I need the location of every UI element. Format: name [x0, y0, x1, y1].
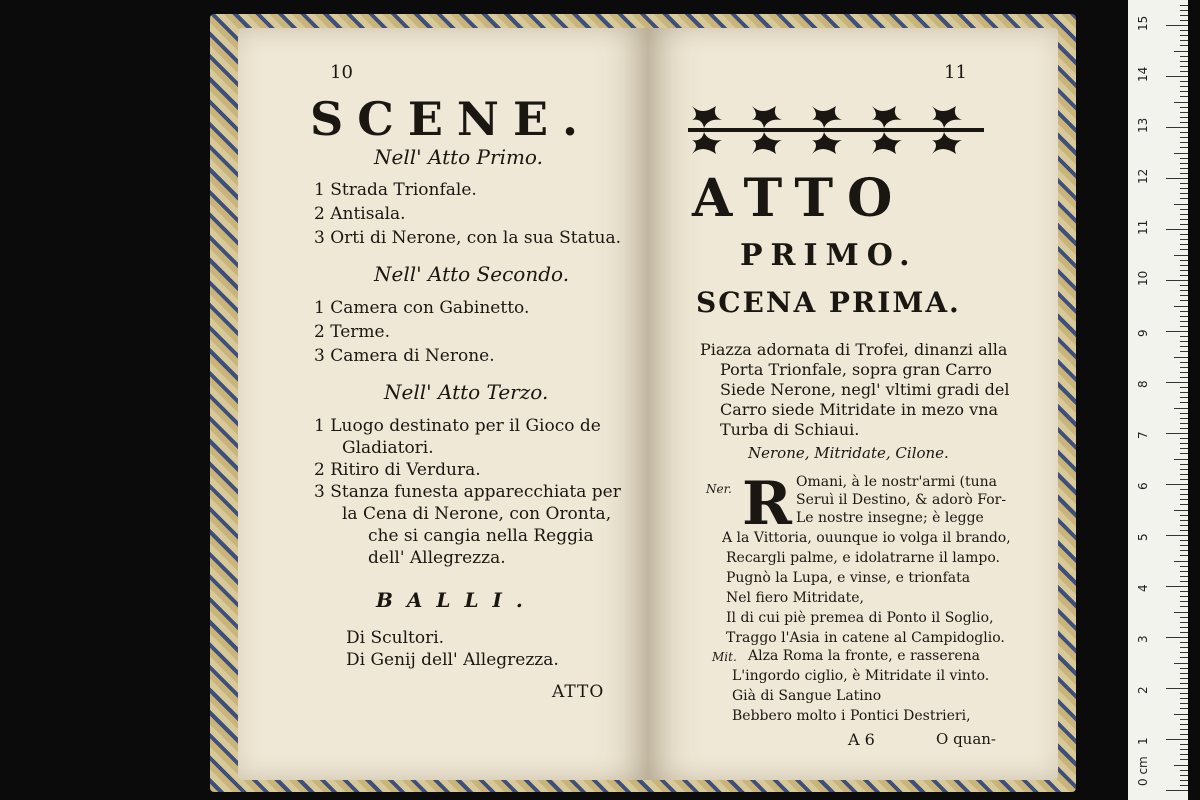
- speaker-ner: Ner.: [706, 482, 732, 496]
- ruler-number: 8: [1136, 380, 1150, 388]
- ruler-tick: [1180, 668, 1188, 669]
- verse-line: Già di Sangue Latino: [732, 688, 882, 704]
- ruler-tick: [1180, 30, 1188, 31]
- verse-line: Traggo l'Asia in catene al Campidoglio.: [726, 630, 1005, 646]
- ruler-tick: [1180, 545, 1188, 546]
- ruler-tick: [1180, 86, 1188, 87]
- ruler-tick: [1180, 142, 1188, 143]
- ruler-tick: [1180, 652, 1188, 653]
- ruler-tick: [1180, 576, 1188, 577]
- ruler-tick: [1180, 413, 1188, 414]
- ruler-tick: [1180, 627, 1188, 628]
- ruler-tick: [1180, 724, 1188, 725]
- ruler-tick: [1166, 25, 1188, 26]
- verse-line: Il di cui piè premea di Ponto il Soglio,: [726, 610, 994, 626]
- ruler-tick: [1180, 387, 1188, 388]
- act-number: PRIMO.: [740, 238, 918, 273]
- ruler-tick: [1180, 346, 1188, 347]
- list-item: dell' Allegrezza.: [368, 548, 506, 568]
- ruler-tick: [1180, 673, 1188, 674]
- ruler-tick: [1180, 188, 1188, 189]
- ruler-tick: [1180, 35, 1188, 36]
- ruler-tick: [1180, 214, 1188, 215]
- ruler-tick: [1174, 306, 1188, 307]
- ruler-tick: [1174, 204, 1188, 205]
- list-item: 3 Stanza funesta apparecchiata per: [314, 482, 621, 502]
- ruler-tick: [1180, 260, 1188, 261]
- ruler-tick: [1180, 525, 1188, 526]
- list-item: Gladiatori.: [342, 438, 434, 458]
- list-item: Di Scultori.: [346, 628, 445, 648]
- ruler-tick: [1180, 642, 1188, 643]
- ruler-number: 11: [1136, 219, 1150, 235]
- ruler-tick: [1180, 591, 1188, 592]
- ruler-tick: [1180, 96, 1188, 97]
- ruler-tick: [1174, 459, 1188, 460]
- ruler-number: 6: [1136, 482, 1150, 490]
- list-item: 2 Terme.: [314, 322, 391, 342]
- ruler-tick: [1180, 540, 1188, 541]
- ruler-tick: [1180, 341, 1188, 342]
- setting-line: Piazza adornata di Trofei, dinanzi alla: [700, 340, 1008, 359]
- ruler-tick: [1166, 229, 1188, 230]
- verse-line: Le nostre insegne; è legge: [796, 510, 984, 526]
- ruler-tick: [1180, 173, 1188, 174]
- ruler-tick: [1166, 484, 1188, 485]
- ruler-tick: [1180, 632, 1188, 633]
- list-item: che si cangia nella Reggia: [368, 526, 594, 546]
- ruler-tick: [1174, 663, 1188, 664]
- ruler-number: 5: [1136, 533, 1150, 541]
- right-page-number: 11: [944, 62, 967, 83]
- ruler-tick: [1180, 239, 1188, 240]
- ruler-tick: [1174, 714, 1188, 715]
- ruler-tick: [1166, 331, 1188, 332]
- ruler-tick: [1180, 494, 1188, 495]
- ruler-tick: [1180, 316, 1188, 317]
- ruler-tick: [1174, 612, 1188, 613]
- ruler-tick: [1180, 418, 1188, 419]
- ruler-tick: [1166, 178, 1188, 179]
- list-item: 2 Antisala.: [314, 204, 406, 224]
- ruler-tick: [1180, 397, 1188, 398]
- ruler-tick: [1180, 464, 1188, 465]
- ruler-number: 3: [1136, 635, 1150, 643]
- setting-line: Turba di Schiaui.: [720, 420, 860, 439]
- signature-mark: A 6: [848, 730, 875, 749]
- setting-line: Siede Nerone, negl' vltimi gradi del: [720, 380, 1010, 399]
- atto-terzo-heading: Nell' Atto Terzo.: [384, 380, 549, 404]
- verse-line: Pugnò la Lupa, e vinse, e trionfata: [726, 570, 971, 586]
- verse-line: A la Vittoria, ouunque io volga il brando,: [722, 530, 1011, 546]
- ruler-tick: [1180, 275, 1188, 276]
- ornament-band: [688, 98, 984, 162]
- ruler-tick: [1180, 311, 1188, 312]
- ruler-tick: [1180, 285, 1188, 286]
- ruler-tick: [1180, 780, 1188, 781]
- ruler-tick: [1180, 683, 1188, 684]
- ruler-tick: [1166, 739, 1188, 740]
- ruler-tick: [1180, 581, 1188, 582]
- characters-line: Nerone, Mitridate, Cilone.: [748, 444, 949, 462]
- measurement-ruler: [1128, 0, 1188, 800]
- ruler-tick: [1180, 708, 1188, 709]
- ruler-tick: [1180, 678, 1188, 679]
- ruler-tick: [1180, 71, 1188, 72]
- ruler-tick: [1180, 265, 1188, 266]
- act-title: ATTO: [692, 168, 907, 229]
- ruler-tick: [1180, 392, 1188, 393]
- ruler-tick: [1180, 122, 1188, 123]
- ruler-tick: [1180, 158, 1188, 159]
- page-title: SCENE.: [310, 92, 593, 146]
- catchword: ATTO: [552, 682, 605, 702]
- ruler-number: 13: [1136, 117, 1150, 133]
- ruler-number: 2: [1136, 686, 1150, 694]
- ruler-tick: [1180, 163, 1188, 164]
- list-item: la Cena di Nerone, con Oronta,: [342, 504, 612, 524]
- ruler-number: 7: [1136, 431, 1150, 439]
- ruler-tick: [1180, 744, 1188, 745]
- ruler-tick: [1180, 91, 1188, 92]
- ruler-tick: [1180, 428, 1188, 429]
- ruler-number: 9: [1136, 329, 1150, 337]
- atto-secondo-heading: Nell' Atto Secondo.: [374, 262, 570, 286]
- ruler-number: 1: [1136, 737, 1150, 745]
- ruler-tick: [1180, 15, 1188, 16]
- ruler-tick: [1174, 153, 1188, 154]
- atto-primo-heading: Nell' Atto Primo.: [374, 145, 543, 169]
- ruler-tick: [1180, 326, 1188, 327]
- ruler-tick: [1180, 270, 1188, 271]
- ruler-number: 4: [1136, 584, 1150, 592]
- ruler-tick: [1180, 367, 1188, 368]
- ruler-tick: [1180, 775, 1188, 776]
- verse-line: Bebbero molto i Pontici Destrieri,: [732, 708, 971, 724]
- verse-line: L'ingordo ciglio, è Mitridate il vinto.: [732, 668, 990, 684]
- verse-line: Recargli palme, e idolatrarne il lampo.: [726, 550, 1000, 566]
- ruler-tick: [1174, 510, 1188, 511]
- ruler-tick: [1166, 535, 1188, 536]
- ruler-unit-label: 0 cm: [1136, 756, 1150, 786]
- ruler-tick: [1180, 601, 1188, 602]
- ruler-tick: [1180, 606, 1188, 607]
- setting-line: Carro siede Mitridate in mezo vna: [720, 400, 999, 419]
- ruler-tick: [1174, 765, 1188, 766]
- ruler-tick: [1180, 617, 1188, 618]
- list-item: 3 Camera di Nerone.: [314, 346, 495, 366]
- ruler-tick: [1180, 321, 1188, 322]
- ruler-tick: [1180, 448, 1188, 449]
- ruler-tick: [1180, 504, 1188, 505]
- ruler-tick: [1180, 10, 1188, 11]
- ruler-tick: [1180, 112, 1188, 113]
- ruler-tick: [1180, 372, 1188, 373]
- catchword: O quan-: [936, 730, 996, 748]
- ruler-tick: [1180, 719, 1188, 720]
- ruler-tick: [1180, 81, 1188, 82]
- ruler-number: 10: [1136, 270, 1150, 286]
- ruler-tick: [1180, 657, 1188, 658]
- ruler-tick: [1180, 56, 1188, 57]
- scene-title: SCENA PRIMA.: [696, 286, 961, 319]
- speaker-mit: Mit.: [712, 650, 737, 664]
- ruler-tick: [1180, 622, 1188, 623]
- ruler-tick: [1174, 255, 1188, 256]
- list-item: 1 Strada Trionfale.: [314, 180, 477, 200]
- balli-heading: BALLI.: [376, 588, 537, 612]
- ruler-tick: [1180, 453, 1188, 454]
- ruler-tick: [1180, 137, 1188, 138]
- ruler-tick: [1180, 520, 1188, 521]
- ruler-tick: [1166, 433, 1188, 434]
- ruler-tick: [1166, 586, 1188, 587]
- verse-line: Seruì il Destino, & adorò For-: [796, 492, 1007, 508]
- ruler-tick: [1180, 193, 1188, 194]
- ruler-tick: [1180, 703, 1188, 704]
- left-page-number: 10: [330, 62, 353, 83]
- list-item: 1 Camera con Gabinetto.: [314, 298, 530, 318]
- drop-cap: R: [742, 469, 792, 539]
- ruler-tick: [1180, 749, 1188, 750]
- ruler-number: 15: [1136, 15, 1150, 31]
- ruler-tick: [1180, 571, 1188, 572]
- ruler-tick: [1166, 280, 1188, 281]
- ruler-tick: [1180, 770, 1188, 771]
- ruler-tick: [1180, 336, 1188, 337]
- ruler-tick: [1180, 596, 1188, 597]
- ruler-tick: [1174, 102, 1188, 103]
- ruler-tick: [1180, 499, 1188, 500]
- ruler-tick: [1180, 515, 1188, 516]
- ruler-tick: [1180, 734, 1188, 735]
- ruler-tick: [1180, 479, 1188, 480]
- ruler-tick: [1180, 183, 1188, 184]
- ruler-tick: [1180, 489, 1188, 490]
- ruler-tick: [1180, 443, 1188, 444]
- ruler-tick: [1180, 209, 1188, 210]
- ruler-tick: [1180, 198, 1188, 199]
- ruler-tick: [1166, 76, 1188, 77]
- ruler-tick: [1180, 351, 1188, 352]
- ruler-tick: [1180, 555, 1188, 556]
- ruler-tick: [1180, 290, 1188, 291]
- ruler-tick: [1180, 377, 1188, 378]
- ruler-tick: [1180, 469, 1188, 470]
- ruler-tick: [1180, 147, 1188, 148]
- verse-line: Alza Roma la fronte, e rasserena: [748, 648, 980, 664]
- ruler-tick: [1166, 637, 1188, 638]
- ruler-tick: [1180, 785, 1188, 786]
- ruler-tick: [1180, 362, 1188, 363]
- ruler-tick: [1180, 168, 1188, 169]
- ruler-tick: [1174, 408, 1188, 409]
- verse-line: Omani, à le nostr'armi (tuna: [796, 474, 998, 490]
- ruler-tick: [1180, 61, 1188, 62]
- ruler-tick: [1180, 474, 1188, 475]
- ruler-tick: [1180, 402, 1188, 403]
- ruler-tick: [1180, 20, 1188, 21]
- list-item: 1 Luogo destinato per il Gioco de: [314, 416, 601, 436]
- ruler-tick: [1180, 219, 1188, 220]
- ruler-tick: [1180, 423, 1188, 424]
- ruler-tick: [1180, 300, 1188, 301]
- setting-line: Porta Trionfale, sopra gran Carro: [720, 360, 992, 379]
- list-item: 3 Orti di Nerone, con la sua Statua.: [314, 228, 622, 248]
- ruler-tick: [1180, 40, 1188, 41]
- ruler-tick: [1174, 357, 1188, 358]
- ruler-number: 14: [1136, 66, 1150, 82]
- ruler-tick: [1166, 790, 1188, 791]
- ruler-tick: [1180, 754, 1188, 755]
- ruler-tick: [1180, 45, 1188, 46]
- ruler-tick: [1180, 729, 1188, 730]
- ruler-tick: [1180, 566, 1188, 567]
- ruler-tick: [1180, 249, 1188, 250]
- ruler-tick: [1180, 295, 1188, 296]
- ruler-tick: [1166, 127, 1188, 128]
- ruler-tick: [1180, 117, 1188, 118]
- ruler-tick: [1180, 224, 1188, 225]
- ruler-tick: [1166, 382, 1188, 383]
- ruler-tick: [1180, 647, 1188, 648]
- ruler-tick: [1180, 244, 1188, 245]
- ruler-tick: [1180, 698, 1188, 699]
- list-item: Di Genij dell' Allegrezza.: [346, 650, 559, 670]
- ruler-tick: [1180, 132, 1188, 133]
- ruler-tick: [1180, 759, 1188, 760]
- ruler-tick: [1180, 5, 1188, 6]
- ruler-tick: [1166, 688, 1188, 689]
- ruler-tick: [1180, 693, 1188, 694]
- verse-line: Nel fiero Mitridate,: [726, 590, 864, 606]
- ruler-tick: [1180, 107, 1188, 108]
- list-item: 2 Ritiro di Verdura.: [314, 460, 481, 480]
- ruler-tick: [1180, 438, 1188, 439]
- ruler-tick: [1180, 530, 1188, 531]
- ruler-number: 12: [1136, 168, 1150, 184]
- ruler-tick: [1174, 561, 1188, 562]
- ruler-tick: [1180, 550, 1188, 551]
- ruler-tick: [1180, 66, 1188, 67]
- ruler-tick: [1174, 51, 1188, 52]
- ruler-tick: [1180, 234, 1188, 235]
